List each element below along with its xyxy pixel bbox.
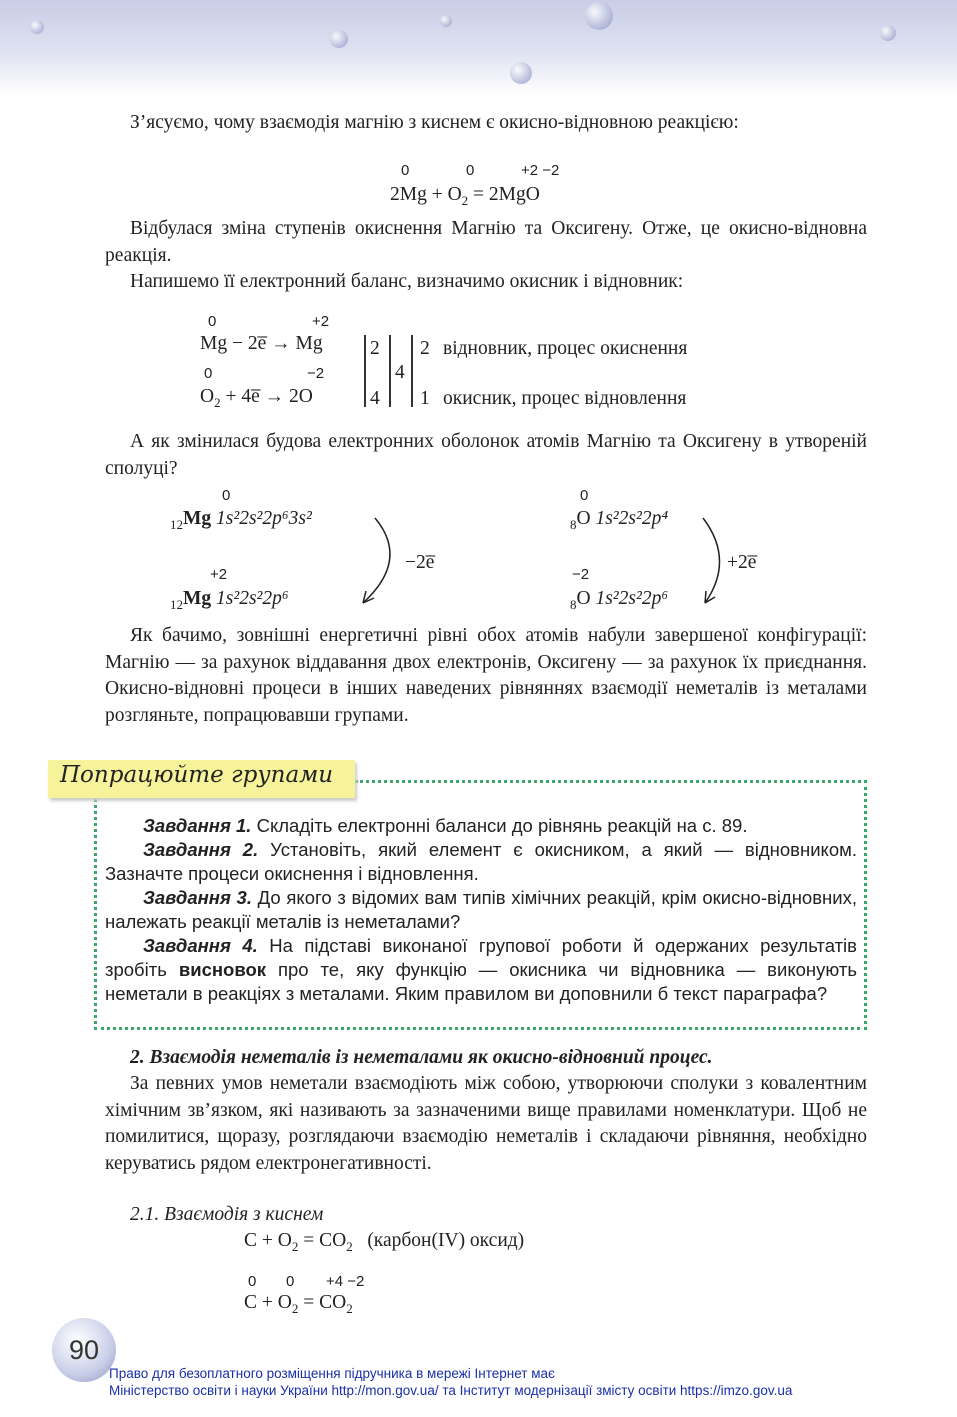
electron-change: −2e̅ <box>405 552 435 573</box>
oxidation-state: 0 <box>248 1273 257 1290</box>
divider <box>364 335 366 407</box>
paragraph: А як змінилася будова електронних оболонок атомів Магнію та Оксигену в утвореній сполуці? <box>105 431 867 479</box>
oxidation-state: 0 <box>208 313 217 330</box>
task-3: Завдання 3. До якого з відомих вам типів хімічних реакцій, крім окисно-відновних, належать реакції металів із неметалами? <box>105 887 857 932</box>
paragraph: З’ясуємо, чому взаємодія магнію з киснем є окисно-відновною реакцією: <box>130 112 739 133</box>
half-reaction: $O_2$ + 4e̅ → 2O <box>200 386 313 410</box>
oxidation-state: +4 −2 <box>326 1273 365 1290</box>
electron-change: +2e̅ <box>727 552 757 573</box>
oxidation-state: 0 <box>580 487 589 504</box>
equation-mg-o2: $2Mg + O_2 = 2MgO$ <box>390 184 540 208</box>
task-1: Завдання 1. Складіть електронні баланси до рівнянь реакцій на с. 89. <box>143 815 748 836</box>
electron-count: 2 <box>370 338 380 359</box>
paragraph: Відбулася зміна ступенів окиснення Магнію та Оксигену. Отже, це окисно-відновна реакція. <box>105 218 867 266</box>
bubble-decoration <box>510 62 532 84</box>
oxidation-state: −2 <box>307 365 325 382</box>
oxidation-state: +2 <box>312 313 330 330</box>
bubble-decoration <box>330 30 348 48</box>
task-list <box>105 814 857 1006</box>
subsection-heading: 2.1. Взаємодія з киснем <box>130 1204 324 1225</box>
oxidation-state: 0 <box>286 1273 295 1290</box>
paragraph: За певних умов неметали взаємодіють між собою, утворюючи сполуки з ковалентним хімічним зв’язком, які називають за зазначеними вище правилами номенклатури. Щоб не помилитися, щоразу, розглядаючи взаємодію неметалів і складаючи рівняння, необхідно керуватись рядом електронегативності. <box>105 1073 867 1174</box>
footer-line: Право для безоплатного розміщення підручника в мережі Інтернет має <box>109 1366 555 1381</box>
least-common-multiple: 4 <box>395 362 405 383</box>
paragraph: Напишемо її електронний баланс, визначимо окисник і відновник: <box>130 271 684 292</box>
oxidation-state: 0 <box>401 162 410 179</box>
coefficient: 2 <box>420 338 430 359</box>
bubble-decoration <box>30 20 44 34</box>
oxidation-state: 0 <box>222 487 231 504</box>
oxidation-state: −2 <box>572 566 590 583</box>
coefficient: 1 <box>420 388 430 409</box>
task-2: Завдання 2. Установіть, який елемент є окисником, а який — відновником. Зазначте процеси окиснення і відновлення. <box>105 839 857 884</box>
group-work-box-border <box>355 780 867 783</box>
footer-line: Міністерство освіти і науки України http://mon.gov.ua/ та Інститут модернізації змісту освіти https://imzo.gov.ua <box>109 1383 793 1398</box>
section-heading: 2. Взаємодія неметалів із неметалами як окисно-відновний процес. <box>130 1047 713 1068</box>
oxidation-state: +2 <box>210 566 228 583</box>
bubble-decoration <box>880 25 896 41</box>
arrow-icon <box>355 515 405 610</box>
page-number: 90 <box>52 1318 116 1382</box>
group-work-title: Попрацюйте групами <box>48 760 355 798</box>
oxidation-state: +2 −2 <box>521 162 560 179</box>
page-header-decoration <box>0 0 957 95</box>
half-reaction: Mg − 2e̅ → Mg <box>200 333 323 354</box>
divider <box>389 335 391 407</box>
task-4: Завдання 4. На підставі виконаної групової роботи й одержаних результатів зробіть висновок про те, яку функцію — окисника чи відновника — виконують неметали в реакціях з металами. Яким правилом ви доповнили б текст параграфа? <box>105 935 857 1004</box>
bubble-decoration <box>585 2 613 30</box>
paragraph: Як бачимо, зовнішні енергетичні рівні обох атомів набули завершеної конфігурації: Магнію — за рахунок віддавання двох електронів, Оксигену — за рахунок їх приєднання. Окисно-відновні процеси в інших наведених рівняннях взаємодії неметалів із металами розгляньте, попрацювавши групами. <box>105 625 867 726</box>
role-description: відновник, процес окиснення <box>443 338 688 359</box>
arrow-icon <box>695 515 730 610</box>
equation-c-o2-oxidation: $C + O_2 = CO_2$ <box>244 1292 353 1316</box>
oxidation-state: 0 <box>204 365 213 382</box>
divider <box>411 335 413 407</box>
electron-count: 4 <box>370 388 380 409</box>
oxidation-state: 0 <box>466 162 475 179</box>
role-description: окисник, процес відновлення <box>443 388 687 409</box>
equation-c-o2: $C + O_2 = CO_2$ (карбон(IV) оксид) <box>244 1230 525 1254</box>
bubble-decoration <box>440 15 452 27</box>
